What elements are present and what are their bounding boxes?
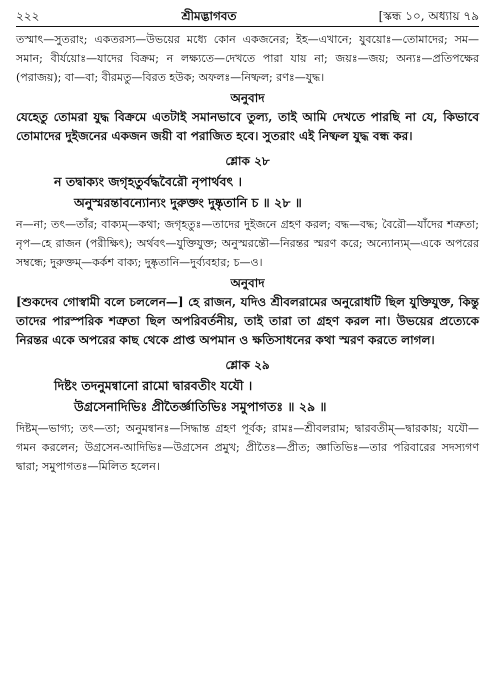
prev-translation-heading: অনুবাদ xyxy=(230,91,265,105)
verse-28-line-1: ন তদ্বাক্যং জগৃহতুর্বদ্ধবৈরৌ নৃপার্থবৎ । xyxy=(54,174,242,189)
verse-28-line-2: অনুস্মরন্তাবন্যোন্যং দুরুক্তং দুষ্কৃতানি চ ॥ ২৮ ॥ xyxy=(74,195,302,210)
verse-28-heading: শ্লোক ২৮ xyxy=(225,154,270,168)
verse-29-line-2: উগ্রসেনাদিভিঃ প্রীতৈর্জ্ঞাতিভিঃ সমুপাগতঃ ॥ ২৯ ॥ xyxy=(74,399,327,414)
verse-29-text xyxy=(16,375,479,417)
verse-29-synonyms: দিষ্টম্—ভাগ্য; তৎ—তা; অনুমন্বানঃ—সিদ্ধান্ত গ্রহণ পূর্বক; রামঃ—শ্রীবলরাম; দ্বারবতীম্—দ্বারকায়; যযৌ—গমন করলেন; উগ্রসেন-আদিভিঃ—উগ্রসেন প্রমুখ; প্রীতৈঃ—প্রীত; জ্ঞাতিভিঃ—তার পরিবারের সদস্যগণ দ্বারা; সমুপাগতঃ—মিলিত হলেন। xyxy=(16,422,479,473)
page-header xyxy=(16,8,479,27)
verse-28-synonyms: ন—না; তৎ—তাঁর; বাক্যম্—কথা; জগৃহতুঃ—তাদের দুইজনে গ্রহণ করল; বদ্ধ—বদ্ধ; বৈরৌ—যাঁদের শত্রুতা; নৃপ—হে রাজন (পরীক্ষিৎ); অর্থবৎ—যুক্তিযুক্ত; অনুস্মরন্তৌ—নিরন্তর স্মরণ করে; অন্যোন্যম্—একে অপরের সম্বন্ধে; দুরুক্তম্—কর্কশ বাক্য; দুষ্কৃতানি—দুর্ব্যবহার; চ—ও। xyxy=(16,218,479,269)
section-reference: [স্কন্ধ ১০, অধ্যায় ৭৯ xyxy=(378,9,479,23)
verse-28-translation: [শুকদেব গোস্বামী বলে চললেন—] হে রাজন, যদিও শ্রীবলরামের অনুরোধটি ছিল যুক্তিযুক্ত, কিন্তু তাদের পারস্পরিক শত্রুতা ছিল অপরিবর্তনীয়, তাই তারা তা গ্রহণ করল না। উভয়ের প্রত্যেকে নিরন্তর একে অপরের কাছ থেকে প্রাপ্ত অপমান ও ক্ষতিসাধনের কথা স্মরণ করতে লাগল। xyxy=(16,295,479,347)
book-page xyxy=(16,8,479,476)
prev-synonyms: তস্মাৎ—সুতরাং; একতরস্য—উভয়ের মধ্যে কোন একজনের; ইহ—এখানে; যুবয়োঃ—তোমাদের; সম—সমান; বীর্যয়োঃ—যাদের বিক্রম; ন লক্ষ্যতে—দেখতে পারা যায় না; জয়ঃ—জয়; অন্যঃ—প্রতিপক্ষের (পরাজয়); বা—বা; বীরমতু—বিরত হউক; অফলঃ—নিষ্ফল; রণঃ—যুদ্ধ। xyxy=(16,33,479,84)
verse-29-heading: শ্লোক ২৯ xyxy=(225,358,270,372)
verse-29-line-1: দিষ্টং তদনুমন্বানো রামো দ্বারবতীং যযৌ । xyxy=(54,378,253,393)
book-title: শ্রীমদ্ভাগবত xyxy=(181,9,237,23)
verse-28-text xyxy=(16,171,479,213)
verse-28-translation-heading: অনুবাদ xyxy=(230,276,265,290)
page-number: ২২২ xyxy=(16,9,40,23)
prev-translation: যেহেতু তোমরা যুদ্ধ বিক্রমে এতটাই সমানভাবে তুল্য, তাই আমি দেখতে পারছি না যে, কিভাবে তোমাদের দুইজনের একজন জয়ী বা পরাজিত হবে। সুতরাং এই নিষ্ফল যুদ্ধ বন্ধ কর। xyxy=(16,110,479,143)
